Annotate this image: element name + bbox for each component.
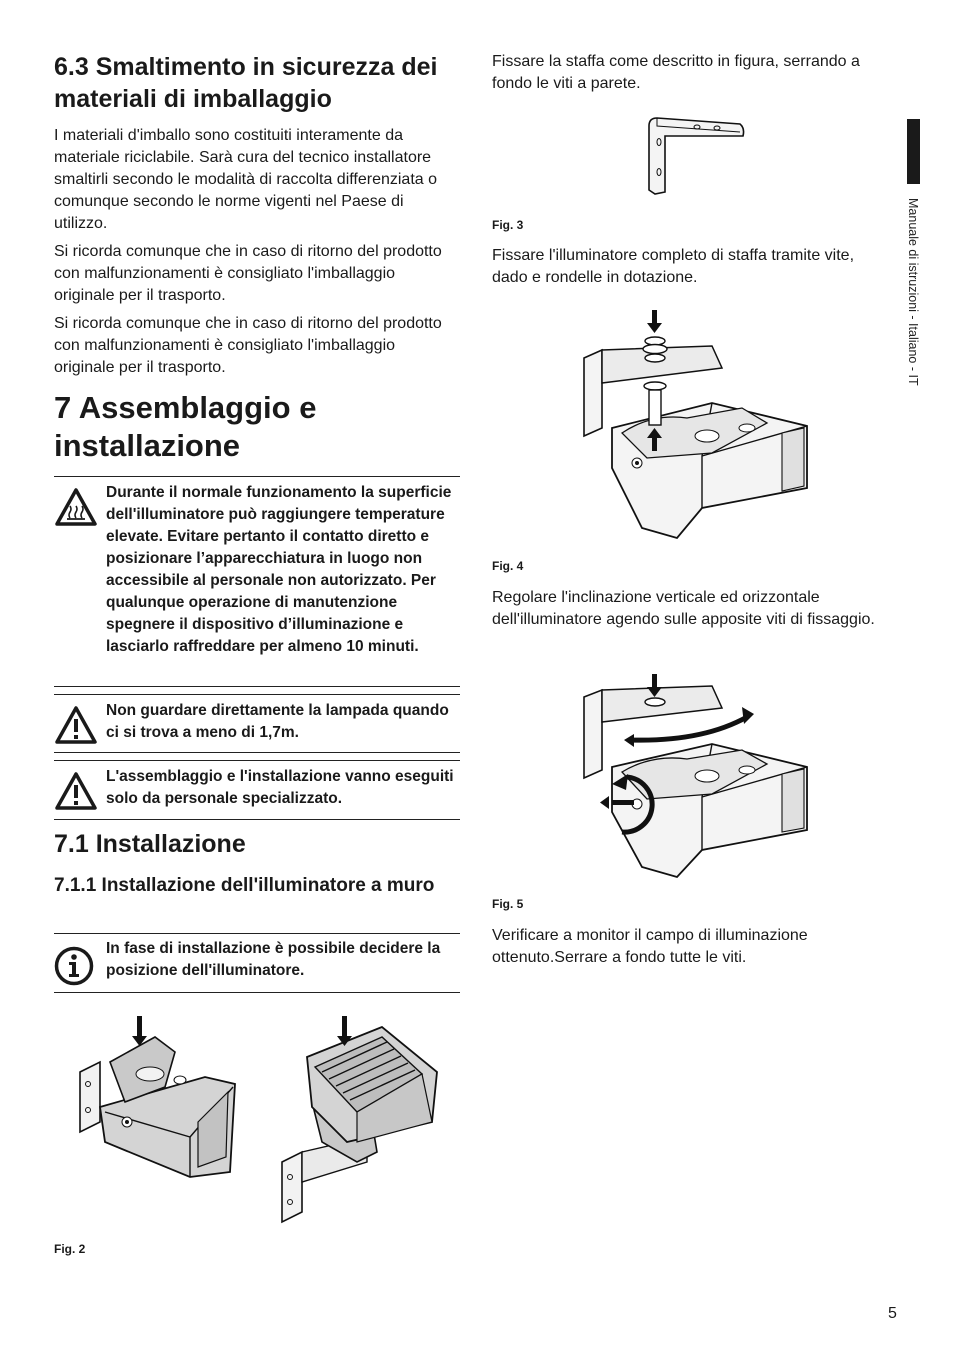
fig2-illuminator-bracket-illustration (70, 1012, 245, 1177)
fig5-illuminator-adjustment-illustration (582, 672, 812, 877)
divider (54, 686, 460, 687)
section-heading-7-1: 7.1 Installazione (54, 830, 246, 858)
chapter-heading-7: 7 Assemblaggio e installazione (54, 390, 317, 463)
warning-icon (54, 705, 98, 745)
paragraph: Si ricorda comunque che in caso di ritorno del prodotto con malfunzionamenti è consigliato l'imballaggio originale per il trasporto. (54, 315, 442, 376)
warning-text: L'assemblaggio e l'installazione vanno eseguiti solo da personale specializzato. (106, 768, 454, 807)
warning-text: Non guardare direttamente la lampada quando ci si trova a meno di 1,7m. (106, 702, 449, 741)
paragraph: Verificare a monitor il campo di illuminazione ottenuto.Serrare a fondo tutte le viti. (492, 927, 808, 966)
fig3-caption: Fig. 3 (492, 218, 524, 232)
fig4-caption: Fig. 4 (492, 559, 524, 573)
side-tab-marker (907, 119, 920, 184)
fig5-caption: Fig. 5 (492, 897, 524, 911)
fig2-caption: Fig. 2 (54, 1242, 86, 1256)
divider (54, 760, 460, 761)
paragraph: Si ricorda comunque che in caso di ritorno del prodotto con malfunzionamenti è consigliato l'imballaggio originale per il trasporto. (54, 243, 442, 304)
paragraph: Fissare l'illuminatore completo di staffa tramite vite, dado e rondelle in dotazione. (492, 247, 855, 286)
page-number: 5 (888, 1305, 897, 1322)
fig4-illuminator-mounting-illustration (582, 308, 812, 540)
paragraph: I materiali d'imballo sono costituiti interamente da materiale riciclabile. Sarà cura del tecnico installatore smaltirli secondo le modalità di raccolta differenziata o comunque secondo le norme vigenti nel Paese di utilizzo. (54, 127, 438, 232)
paragraph: Fissare la staffa come descritto in figura, serrando a fondo le viti a parete. (492, 53, 860, 92)
divider (54, 476, 460, 477)
fig2-illuminator-tilted-illustration (277, 1012, 447, 1222)
side-label: Manuale di istruzioni - Italiano - IT (906, 198, 920, 386)
warning-icon (54, 771, 98, 811)
fig3-wall-bracket-illustration (645, 114, 750, 196)
section-heading-6-3: 6.3 Smaltimento in sicurezza dei materiali di imballaggio (54, 53, 438, 113)
hot-surface-warning-icon (54, 487, 98, 527)
divider (54, 992, 460, 993)
warning-text: Durante il normale funzionamento la superficie dell'illuminatore può raggiungere temperature elevate. Evitare pertanto il contatto diretto e posizionare l’apparecchiatura in luogo non accessibile al personale non autorizzato. Per qualunque operazione di manutenzione spegnere il dispositivo d’illuminazione e lasciarlo raffreddare per almeno 10 minuti. (106, 484, 452, 655)
info-icon (54, 946, 94, 986)
divider (54, 933, 460, 934)
divider (54, 819, 460, 820)
divider (54, 694, 460, 695)
paragraph: Regolare l'inclinazione verticale ed orizzontale dell'illuminatore agendo sulle apposite viti di fissaggio. (492, 589, 875, 628)
subsection-heading-7-1-1: 7.1.1 Installazione dell'illuminatore a muro (54, 875, 435, 896)
divider (54, 752, 460, 753)
info-note-text: In fase di installazione è possibile decidere la posizione dell'illuminatore. (106, 940, 441, 979)
